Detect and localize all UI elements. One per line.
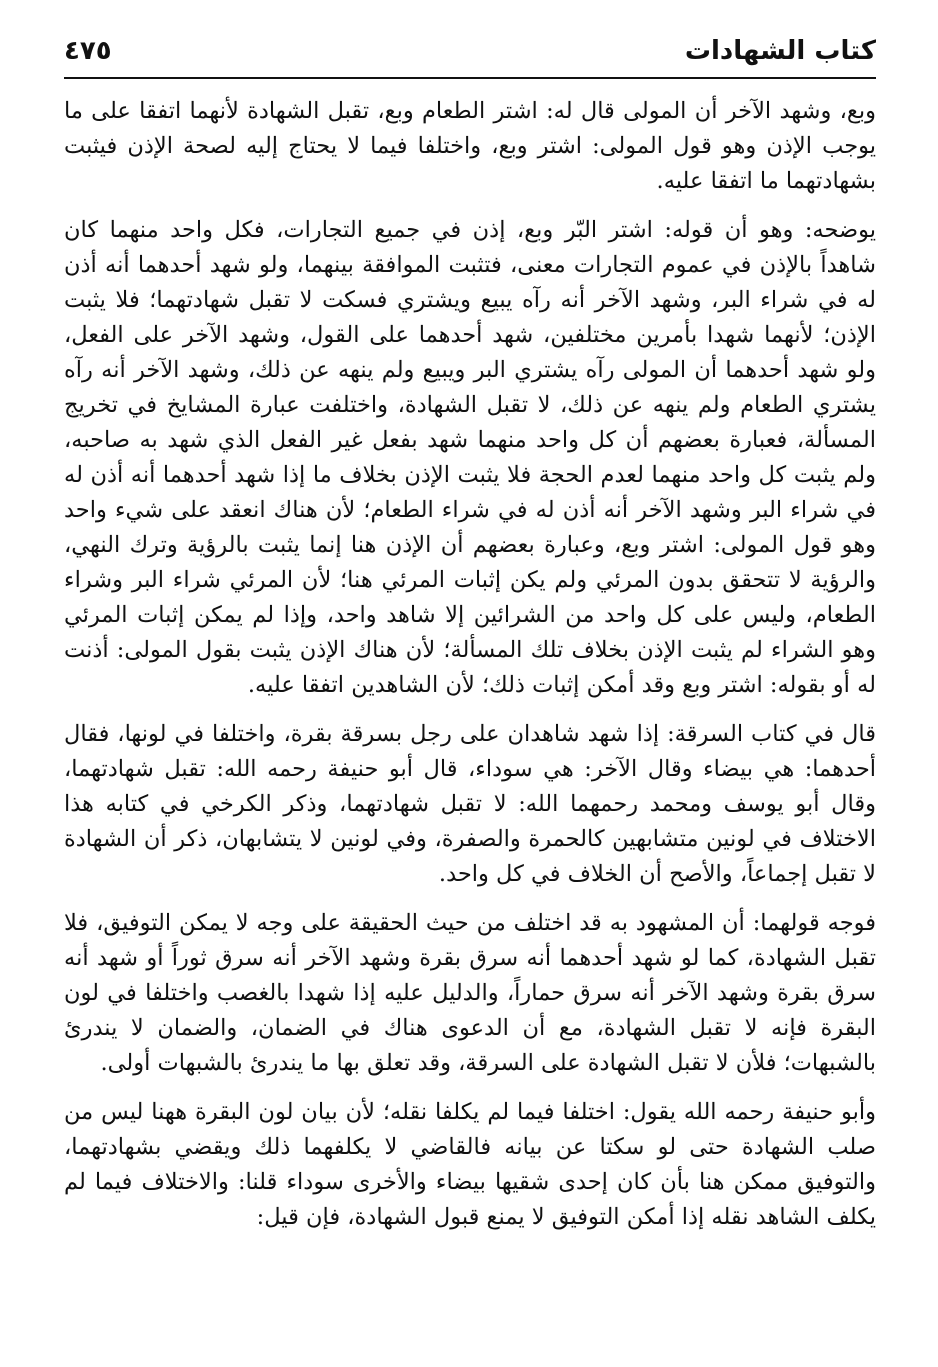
page-number: ٤٧٥ [64,36,112,66]
paragraph-2: يوضحه: وهو أن قوله: اشتر البّر وبع، إذن في جميع التجارات، فكل واحد منهما كان شاهداً بالإذن في عموم التجارات معنى، فتثبت الموافقة بينهما، ولو شهد أحدهما أنه أذن له في شراء البر، وشهد الآخر أنه رآه يبيع ويشتري فسكت لا تقبل شهادتهما؛ فلا يثبت الإذن؛ لأنهما شهدا بأمرين مختلفين، شهد أحدهما على القول، وشهد الآخر على الفعل، ولو شهد أحدهما أن المولى رآه يشتري البر ويبيع ولم ينهه عن ذلك، وشهد الآخر أنه رآه يشتري الطعام ولم ينهه عن ذلك، لا تقبل الشهادة، واختلفت عبارة المشايخ في تخريج المسألة، فعبارة بعضهم أن كل واحد منهما شهد بفعل غير الفعل الذي شهد به صاحبه، ولم يثبت كل واحد منهما لعدم الحجة فلا يثبت الإذن بخلاف ما إذا شهد أحدهما أنه أذن له في شراء البر وشهد الآخر أنه أذن له في شراء الطعام؛ لأن هناك انعقد على شيء واحد وهو قول المولى: اشتر وبع، وعبارة بعضهم أن الإذن هنا إنما يثبت بالرؤية وترك النهي، والرؤية لا تتحقق بدون المرئي ولم يكن إثبات المرئي هنا؛ لأن المرئي شراء البر وشراء الطعام، وليس على كل واحد من الشرائين إلا شاهد واحد، وإذا لم يمكن إثبات المرئي وهو الشراء لم يثبت الإذن بخلاف تلك المسألة؛ لأن هناك الإذن يثبت بقول المولى: أذنت له أو بقوله: اشتر وبع وقد أمكن إثبات ذلك؛ لأن الشاهدين اتفقا عليه. [64,217,876,698]
chapter-title: كتاب الشهادات [684,36,876,66]
page-body [64,94,876,1249]
paragraph-5: وأبو حنيفة رحمه الله يقول: اختلفا فيما لم يكلفا نقله؛ لأن بيان لون البقرة ههنا ليس من صلب الشهادة حتى لو سكتا عن بيانه فالقاضي لا يكلفهما ذلك ويقضي بشهادتهما، والتوفيق ممكن هنا بأن كان إحدى شقيها بيضاء والأخرى سوداء قلنا: والاختلاف فيما لم يكلف الشاهد نقله إذا أمكن التوفيق لا يمنع قبول الشهادة، فإن قيل: [64,1099,876,1230]
page-header [64,32,876,74]
book-page [64,32,876,1332]
paragraph-1: وبع، وشهد الآخر أن المولى قال له: اشتر الطعام وبع، تقبل الشهادة لأنهما اتفقا على ما يوجب الإذن وهو قول المولى: اشتر وبع، واختلفا فيما لا يحتاج إليه لصحة الإذن فيثبت بشهادتهما ما اتفقا عليه. [64,98,876,194]
paragraph-4: فوجه قولهما: أن المشهود به قد اختلف من حيث الحقيقة على وجه لا يمكن التوفيق، فلا تقبل الشهادة، كما لو شهد أحدهما أنه سرق بقرة وشهد الآخر أنه سرق ثوراً أو شهد أنه سرق بقرة وشهد الآخر أنه سرق حماراً، والدليل عليه إذا شهدا بالغصب واختلفا في لون البقرة فإنه لا تقبل الشهادة، مع أن الدعوى هناك في الضمان، والضمان لا يندرئ بالشبهات؛ فلأن لا تقبل الشهادة على السرقة، وقد تعلق بها ما يندرئ بالشبهات أولى. [64,910,876,1076]
header-divider [64,77,876,79]
paragraph-3: قال في كتاب السرقة: إذا شهد شاهدان على رجل بسرقة بقرة، واختلفا في لونها، فقال أحدهما: هي بيضاء وقال الآخر: هي سوداء، قال أبو حنيفة رحمه الله: تقبل شهادتهما، وقال أبو يوسف ومحمد رحمهما الله: لا تقبل شهادتهما، وذكر الكرخي في كتابه هذا الاختلاف في لونين متشابهين كالحمرة والصفرة، وفي لونين لا يتشابهان، ذكر أن الشهادة لا تقبل إجماعاً، والأصح أن الخلاف في كل واحد. [64,721,876,887]
